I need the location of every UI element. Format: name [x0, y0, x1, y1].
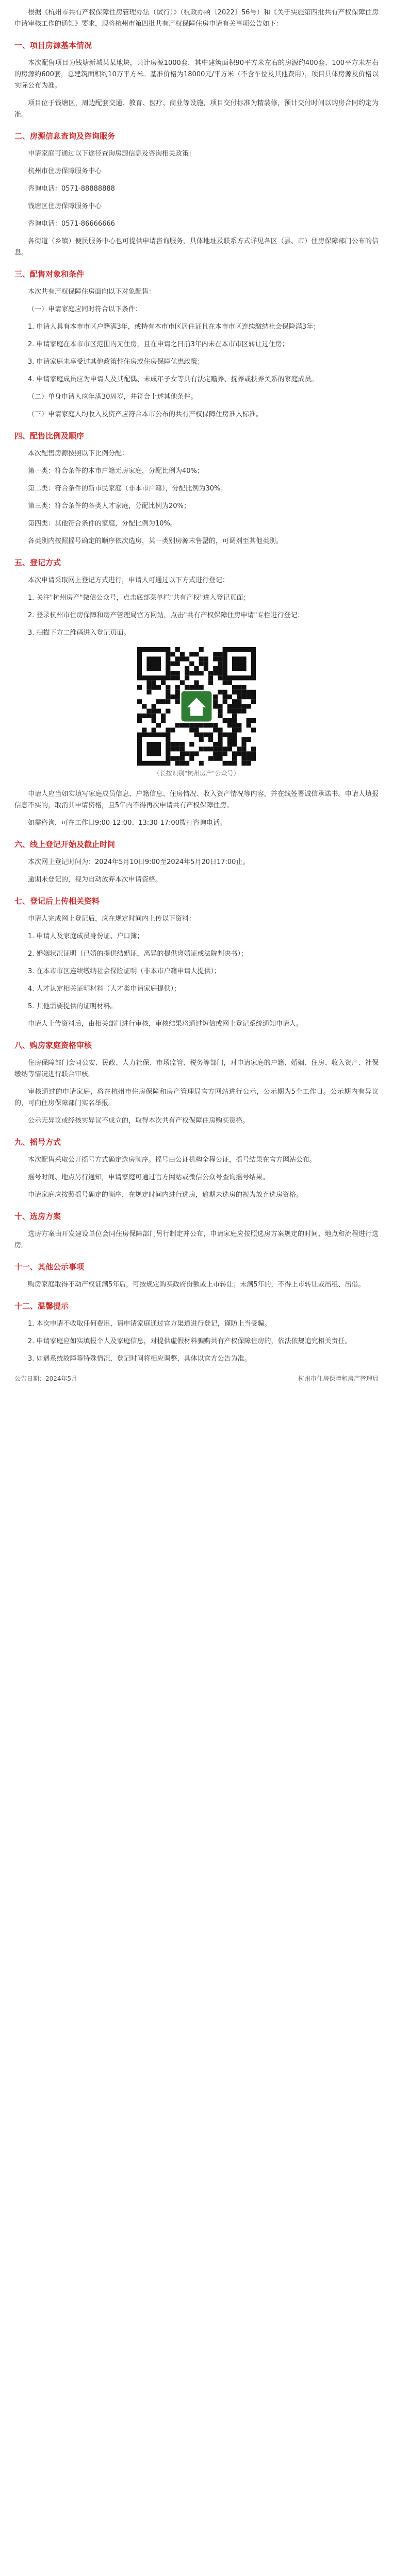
section-paragraph: 本次配售房源按照以下比例分配： [28, 450, 129, 457]
section-paragraph: 第一类：符合条件的本市户籍无房家庭，分配比例为40%； [28, 467, 204, 475]
footer-issuer: 杭州市住房保障和房产管理局 [298, 1375, 379, 1382]
footer-date: 公告日期：2024年5月 [14, 1375, 78, 1382]
section-paragraph: 购房家庭取得不动产权证满5年后，可按规定购买政府份额或上市转让；未满5年的，不得上市转让或出租、出借。 [28, 1281, 365, 1289]
house-logo-icon [182, 691, 212, 722]
qr-block [14, 647, 379, 777]
section-paragraph: 逾期未登记的，视为自动放弃本次申请资格。 [28, 876, 162, 884]
section-paragraph: 钱塘区住房保障服务中心 [28, 202, 102, 210]
section-paragraph: 各类别内按照摇号确定的顺序依次选房，某一类别房源未售罄的，可调剂至其他类别。 [28, 537, 283, 545]
section-paragraph: 2. 申请家庭在本市市区范围内无住房，且在申请之日前3年内未在本市市区转让过住房； [28, 341, 289, 348]
section-paragraph: 本次配售项目为钱塘新城某某地块，共计房源1000套，其中建筑面积90平方米左右的房源约400套、100平方米左右的房源约600套，总建筑面积约10万平方米。基准价格为18000元/平方米（不含车位及其他费用），项目具体房源及价格以实际公布为准。 [14, 59, 379, 90]
section-paragraph: 本次网上登记时间为：2024年5月10日9:00至2024年5月20日17:00止。 [28, 858, 250, 866]
section-paragraph: （三）申请家庭人均收入及资产应符合本市公布的共有产权保障住房准入标准。 [28, 411, 263, 418]
section-paragraph: 3. 在本市市区连续缴纳社会保险证明（非本市户籍申请人提供）； [28, 968, 221, 975]
section-paragraph: 咨询电话：0571-88888888 [28, 185, 115, 193]
section-title: 七、登记后上传相关资料 [14, 896, 100, 906]
section-title: 十、选房方案 [14, 1212, 61, 1221]
section-title: 十二、温馨提示 [14, 1301, 69, 1311]
section-paragraph: 第二类：符合条件的新市民家庭（非本市户籍），分配比例为30%； [28, 485, 227, 493]
section-paragraph: 申请家庭应按照摇号确定的顺序，在规定时间内进行选房，逾期未选房的视为放弃选房资格。 [28, 1191, 303, 1199]
section-paragraph: 申请家庭可通过以下途径查询房源信息及咨询相关政策： [28, 150, 196, 158]
intro-paragraph: 根据《杭州市共有产权保障住房管理办法（试行）》（杭政办函〔2022〕56号）和《关于实施第四批共有产权保障住房申请审核工作的通知》要求，现将杭州市第四批共有产权保障住房申请有关事项公告如下： [14, 9, 379, 28]
section-title: 六、线上登记开始及截止时间 [14, 840, 116, 849]
section-title: 一、项目房源基本情况 [14, 41, 92, 50]
section-paragraph: 1. 本次申请不收取任何费用，请申请家庭通过官方渠道进行登记，谨防上当受骗。 [28, 1320, 271, 1328]
section-paragraph: 申请人上传资料后，由相关部门进行审核，审核结果将通过短信或网上登记系统通知申请人。 [28, 1020, 303, 1028]
section-title: 五、登记方式 [14, 558, 61, 567]
section-title: 三、配售对象和条件 [14, 269, 85, 279]
section-paragraph: （二）单身申请人应年满30周岁，并符合上述其他条件。 [28, 393, 198, 401]
section-title: 八、购房家庭资格审核 [14, 1041, 92, 1050]
section-paragraph: 1. 关注"杭州房产"微信公众号，点击底部菜单栏"共有产权"进入登记页面； [28, 594, 250, 602]
section-paragraph: 第三类：符合条件的各类人才家庭，分配比例为20%； [28, 502, 190, 510]
section-paragraph: 摇号时间、地点另行通知，申请家庭可通过官方网站或微信公众号查询摇号结果。 [28, 1174, 270, 1181]
section-paragraph: 如需咨询，可在工作日9:00-12:00、13:30-17:00拨打咨询电话。 [28, 819, 226, 827]
section-title: 十一、其他公示事项 [14, 1262, 85, 1272]
section-paragraph: 2. 登录杭州市住房保障和房产管理局官方网站，点击"共有产权保障住房申请"专栏进行登记； [28, 612, 304, 619]
section-paragraph: 本次共有产权保障住房面向以下对象配售： [28, 288, 156, 296]
section-paragraph: 本次配售采取公开摇号方式确定选房顺序。摇号由公证机构全程公证，摇号结果在官方网站公布。 [28, 1156, 317, 1164]
section-paragraph: 3. 扫描下方二维码进入登记页面。 [28, 629, 130, 637]
section-paragraph: 2. 申请家庭应如实填报个人及家庭信息，对提供虚假材料骗购共有产权保障住房的，依法依规追究相关责任。 [28, 1337, 352, 1345]
section-paragraph: 4. 人才认定相关证明材料（人才类申请家庭提供）； [28, 985, 181, 993]
section-paragraph: 公示无异议或经核实异议不成立的，取得本次共有产权保障住房购买资格。 [28, 1117, 250, 1125]
section-paragraph: 咨询电话：0571-86666666 [28, 220, 115, 228]
section-paragraph: 3. 如遇系统故障等特殊情况，登记时间将相应调整，具体以官方公告为准。 [28, 1355, 251, 1363]
notice-footer [14, 1374, 379, 1383]
section-title: 九、摇号方式 [14, 1138, 61, 1147]
section-paragraph: 各街道（乡镇）便民服务中心也可提供申请咨询服务，具体地址及联系方式详见各区（县、市）住房保障部门公布的信息。 [14, 238, 379, 257]
section-paragraph: 选房方案由开发建设单位会同住房保障部门另行制定并公布，申请家庭应按照选房方案规定的时间、地点和流程进行选房。 [14, 1230, 379, 1249]
section-paragraph: 2. 婚姻状况证明（已婚的提供结婚证，离异的提供离婚证或法院判决书）； [28, 950, 248, 958]
notice-sections [14, 39, 379, 1365]
section-paragraph: 审核通过的申请家庭，将在杭州市住房保障和房产管理局官方网站进行公示，公示期为5个工作日。公示期内有异议的，可向住房保障部门实名举报。 [14, 1088, 379, 1107]
section-paragraph: 项目位于钱塘区，周边配套交通、教育、医疗、商业等设施，项目交付标准为精装修，预计交付时间以购房合同约定为准。 [14, 99, 379, 118]
section-paragraph: 住房保障部门会同公安、民政、人力社保、市场监管、税务等部门，对申请家庭的户籍、婚姻、住房、收入资产、社保缴纳等情况进行联合审核。 [14, 1059, 379, 1078]
section-paragraph: 1. 申请人具有本市市区户籍满3年，或持有本市市区居住证且在本市市区连续缴纳社会保险满3年； [28, 323, 320, 331]
qr-caption: （长按识别"杭州房产"公众号） [153, 770, 240, 777]
section-title: 四、配售比例及顺序 [14, 431, 85, 440]
section-paragraph: 申请人完成网上登记后，应在规定时间内上传以下资料： [28, 915, 196, 923]
section-paragraph: （一）申请家庭应同时符合以下条件： [28, 306, 142, 313]
section-paragraph: 第四类：其他符合条件的家庭，分配比例为10%。 [28, 520, 177, 528]
section-paragraph: 3. 申请家庭未享受过其他政策性住房或住房保障优惠政策； [28, 358, 204, 366]
section-paragraph: 杭州市住房保障服务中心 [28, 167, 102, 175]
section-paragraph: 申请人应当如实填写家庭成员信息、户籍信息、住房情况、收入资产情况等内容，并在线签署诚信承诺书。申请人填报信息不实的，取消其申请资格，且5年内不得再次申请共有产权保障住房。 [14, 790, 379, 809]
section-paragraph: 1. 申请人及家庭成员身份证、户口簿； [28, 933, 144, 940]
section-paragraph: 本次申请采取网上登记方式进行，申请人可通过以下方式进行登记： [28, 577, 230, 584]
section-paragraph: 4. 申请家庭成员应为申请人及其配偶、未成年子女等具有法定赡养、抚养或扶养关系的家庭成员。 [28, 376, 318, 383]
section-paragraph: 5. 其他需要提供的证明材料。 [28, 1003, 117, 1010]
qr-code-icon[interactable] [137, 647, 256, 766]
section-title: 二、房源信息查询及咨询服务 [14, 131, 116, 141]
